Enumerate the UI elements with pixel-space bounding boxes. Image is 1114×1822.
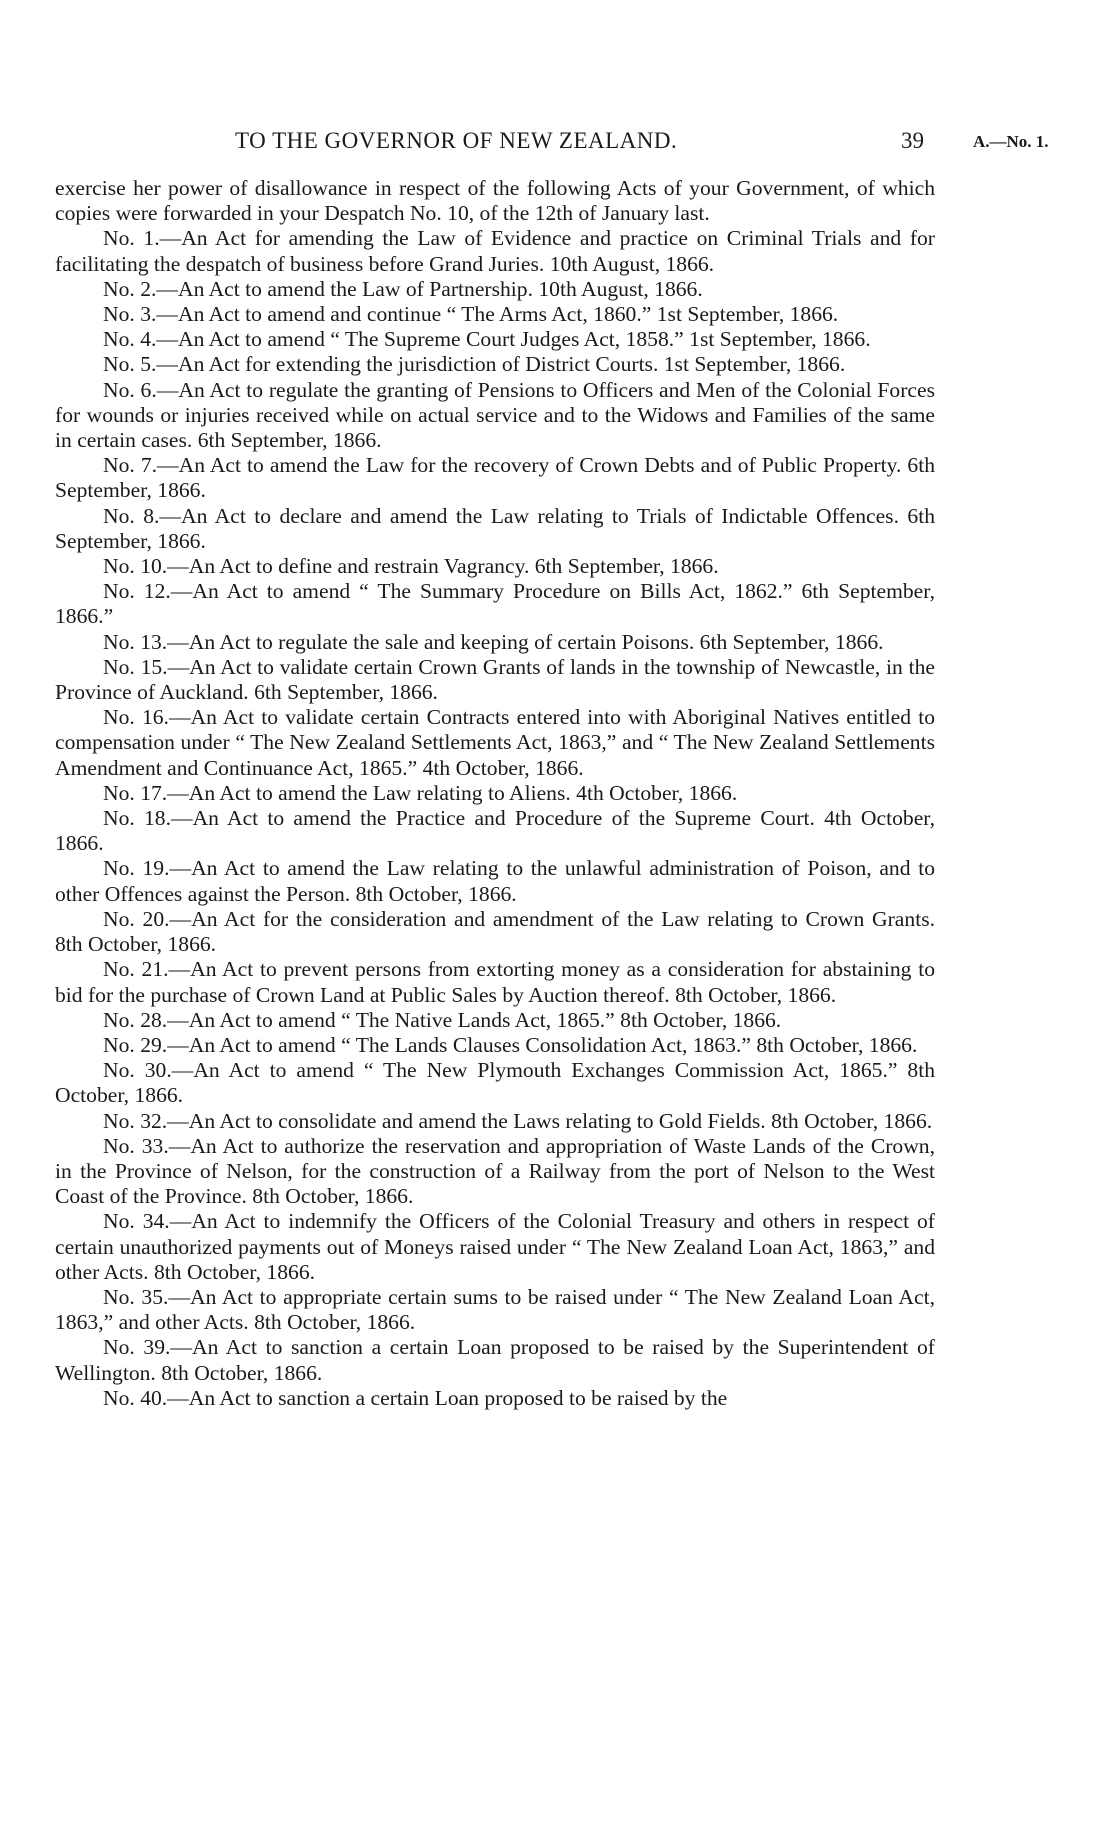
act-item-7: No. 7.—An Act to amend the Law for the recovery of Crown Debts and of Public Property. 6th September, 1866.: [55, 453, 935, 503]
page-header: [55, 128, 1049, 158]
act-item-34: No. 34.—An Act to indemnify the Officers of the Colonial Treasury and others in respect of certain unauthorized payments out of Moneys raised under “ The New Zealand Loan Act, 1863,” and other Acts. 8th October, 1866.: [55, 1209, 935, 1284]
act-item-29: No. 29.—An Act to amend “ The Lands Clauses Consolidation Act, 1863.” 8th October, 1866.: [103, 1032, 918, 1057]
act-item-40: No. 40.—An Act to sanction a certain Loan proposed to be raised by the: [103, 1385, 728, 1410]
act-item-15: No. 15.—An Act to validate certain Crown Grants of lands in the township of Newcastle, in the Province of Auckland. 6th September, 1866.: [55, 654, 935, 705]
body-text: [55, 176, 935, 1411]
page-number: 39: [901, 128, 924, 153]
act-item-16: No. 16.—An Act to validate certain Contracts entered into with Aboriginal Natives entitled to compensation under “ The New Zealand Settlements Act, 1863,” and “ The New Zealand Settlements Amendment and Continuance Act, 1865.” 4th October, 1866.: [55, 705, 935, 780]
act-item-18: No. 18.—An Act to amend the Practice and Procedure of the Supreme Court. 4th October, 1866.: [55, 806, 935, 856]
act-item-6: No. 6.—An Act to regulate the granting of Pensions to Officers and Men of the Colonial Forces for wounds or injuries received while on actual service and to the Widows and Families of the same in certain cases. 6th September, 1866.: [55, 377, 935, 453]
act-item-35: No. 35.—An Act to appropriate certain sums to be raised under “ The New Zealand Loan Act, 1863,” and other Acts. 8th October, 1866.: [55, 1284, 935, 1335]
act-item-10: No. 10.—An Act to define and restrain Vagrancy. 6th September, 1866.: [103, 554, 719, 579]
act-item-17: No. 17.—An Act to amend the Law relating to Aliens. 4th October, 1866.: [103, 780, 738, 805]
act-item-12: No. 12.—An Act to amend “ The Summary Procedure on Bills Act, 1862.” 6th September, 1866.”: [55, 579, 935, 629]
act-item-2: No. 2.—An Act to amend the Law of Partnership. 10th August, 1866.: [103, 276, 703, 301]
act-item-3: No. 3.—An Act to amend and continue “ The Arms Act, 1860.” 1st September, 1866.: [103, 302, 839, 327]
document-reference: A.—No. 1.: [973, 132, 1049, 151]
act-item-32: No. 32.—An Act to consolidate and amend the Laws relating to Gold Fields. 8th October, 1866.: [103, 1108, 933, 1133]
running-title: TO THE GOVERNOR OF NEW ZEALAND.: [235, 128, 678, 153]
act-item-28: No. 28.—An Act to amend “ The Native Lands Act, 1865.” 8th October, 1866.: [103, 1007, 782, 1032]
intro-paragraph: exercise her power of disallowance in respect of the following Acts of your Government, of which copies were forwarded in your Despatch No. 10, of the 12th of January last.: [55, 176, 935, 226]
act-item-20: No. 20.—An Act for the consideration and amendment of the Law relating to Crown Grants. 8th October, 1866.: [55, 906, 935, 957]
act-item-21: No. 21.—An Act to prevent persons from extorting money as a consideration for abstaining to bid for the purchase of Crown Land at Public Sales by Auction thereof. 8th October, 1866.: [55, 957, 935, 1007]
act-item-13: No. 13.—An Act to regulate the sale and keeping of certain Poisons. 6th September, 1866.: [103, 629, 884, 654]
act-item-5: No. 5.—An Act for extending the jurisdiction of District Courts. 1st September, 1866.: [103, 352, 846, 377]
act-item-1: No. 1.—An Act for amending the Law of Evidence and practice on Criminal Trials and for facilitating the despatch of business before Grand Juries. 10th August, 1866.: [55, 226, 935, 276]
act-item-39: No. 39.—An Act to sanction a certain Loan proposed to be raised by the Superintendent of Wellington. 8th October, 1866.: [55, 1335, 935, 1385]
act-item-19: No. 19.—An Act to amend the Law relating to the unlawful administration of Poison, and to other Offences against the Person. 8th October, 1866.: [55, 856, 935, 906]
act-item-8: No. 8.—An Act to declare and amend the Law relating to Trials of Indictable Offences. 6th September, 1866.: [55, 503, 935, 553]
act-item-30: No. 30.—An Act to amend “ The New Plymouth Exchanges Commission Act, 1865.” 8th October, 1866.: [55, 1058, 935, 1108]
act-item-4: No. 4.—An Act to amend “ The Supreme Court Judges Act, 1858.” 1st September, 1866.: [103, 327, 871, 352]
act-item-33: No. 33.—An Act to authorize the reservation and appropriation of Waste Lands of the Crown, in the Province of Nelson, for the construction of a Railway from the port of Nelson to the West Coast of the Province. 8th October, 1866.: [55, 1133, 935, 1209]
